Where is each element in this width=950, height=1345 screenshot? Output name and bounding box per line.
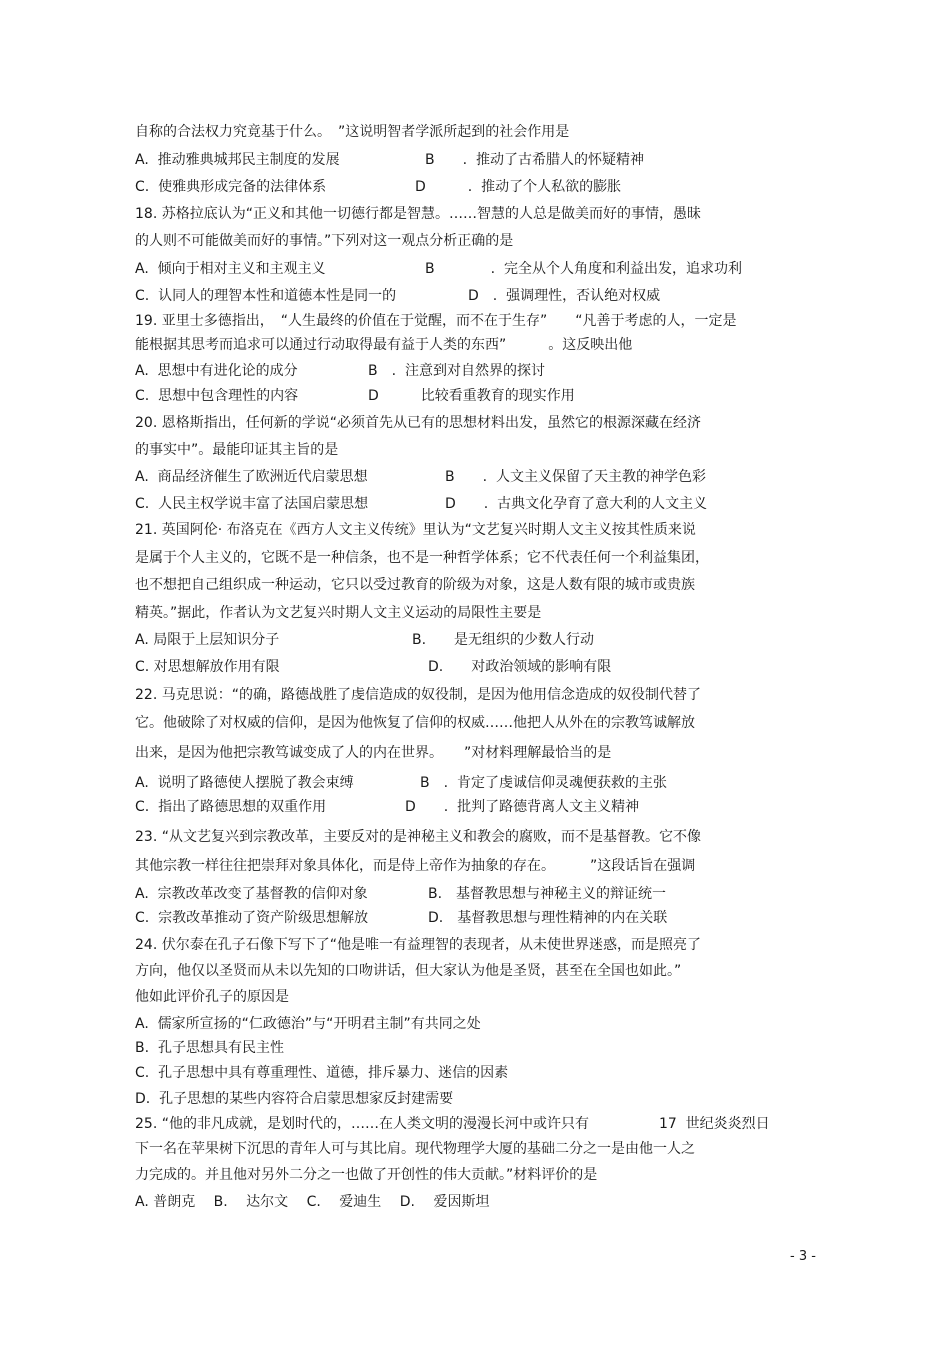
text-line: 其他宗教一样往往把崇拜对象具体化，而是侍上帝作为抽象的存在。 ”这段话旨在强调 — [135, 858, 696, 874]
option-text: B . 注意到对自然界的探讨 — [368, 363, 545, 379]
option-text: B . 人文主义保留了天主教的神学色彩 — [445, 469, 706, 485]
text-line: C. 使雅典形成完备的法律体系 — [135, 179, 327, 195]
text-line: 能根据其思考而追求可以通过行动取得最有益于人类的东西” 。这反映出他 — [135, 337, 633, 353]
text-line: 22. 马克思说：“的确，路德战胜了虔信造成的奴役制，是因为他用信念造成的奴役制代替了 — [135, 687, 701, 703]
text-line: 的人则不可能做美而好的事情。”下列对这一观点分析正确的是 — [135, 233, 514, 249]
option-text: B . 肯定了虔诚信仰灵魂便获救的主张 — [420, 775, 667, 791]
text-line: 自称的合法权力究竟基于什么。 ”这说明智者学派所起到的社会作用是 — [135, 124, 570, 140]
text-line: A. 普朗克 B. 达尔文 C. 爱迪生 D. 爱因斯坦 — [135, 1194, 490, 1210]
page-number: - 3 - — [790, 1249, 816, 1264]
option-text: D . 强调理性，否认绝对权威 — [468, 288, 661, 304]
text-line: A. 局限于上层知识分子 — [135, 632, 280, 648]
option-text: D . 批判了路德背离人文主义精神 — [405, 799, 640, 815]
text-line: 出来，是因为他把宗教笃诚变成了人的内在世界。 ”对材料理解最恰当的是 — [135, 745, 612, 761]
text-line: A. 思想中有进化论的成分 — [135, 363, 298, 379]
option-text: D . 推动了个人私欲的膨胀 — [415, 179, 622, 195]
text-line: 他如此评价孔子的原因是 — [135, 989, 289, 1005]
text-line: A. 宗教改革改变了基督教的信仰对象 — [135, 886, 368, 902]
text-line: 18. 苏格拉底认为“正义和其他一切德行都是智慧。……智慧的人总是做美而好的事情，愚昧 — [135, 206, 701, 222]
text-line: C. 对思想解放作用有限 — [135, 659, 280, 675]
text-line: 24. 伏尔泰在孔子石像下写下了“他是唯一有益理智的表现者，从未使世界迷惑，而是照亮了 — [135, 937, 701, 953]
text-line: A. 儒家所宣扬的“仁政德治”与“开明君主制”有共同之处 — [135, 1016, 481, 1032]
text-line: 25. “他的非凡成就，是划时代的，……在人类文明的漫漫长河中或许只有 17 世纪炎炎烈日 — [135, 1116, 770, 1132]
text-line: A. 说明了路德使人摆脱了教会束缚 — [135, 775, 354, 791]
text-line: 它。他破除了对权威的信仰，是因为他恢复了信仰的权威……他把人从外在的宗教笃诚解放 — [135, 715, 695, 731]
text-line: C. 宗教改革推动了资产阶级思想解放 — [135, 910, 369, 926]
text-line: 也不想把自己组织成一种运动，它只以受过教育的阶级为对象，这是人数有限的城市或贵族 — [135, 577, 695, 593]
option-text: D 比较看重教育的现实作用 — [368, 388, 575, 404]
text-line: A. 倾向于相对主义和主观主义 — [135, 261, 326, 277]
text-line: 是属于个人主义的，它既不是一种信条，也不是一种哲学体系；它不代表任何一个利益集团， — [135, 550, 709, 566]
text-line: C. 认同人的理智本性和道德本性是同一的 — [135, 288, 397, 304]
option-text: B . 完全从个人角度和利益出发，追求功利 — [425, 261, 742, 277]
option-text: B. 是无组织的少数人行动 — [412, 632, 595, 648]
option-text: D. 对政治领域的影响有限 — [428, 659, 612, 675]
text-line: 19. 亚里士多德指出， “人生最终的价值在于觉醒，而不在于生存” “凡善于考虑的人，一定是 — [135, 313, 737, 329]
text-line: D. 孔子思想的某些内容符合启蒙思想家反封建需要 — [135, 1091, 454, 1107]
text-line: 方向，他仅以圣贤而从未以先知的口吻讲话，但大家认为他是圣贤，甚至在全国也如此。” — [135, 963, 682, 979]
text-line: C. 指出了路德思想的双重作用 — [135, 799, 327, 815]
text-line: A. 推动雅典城邦民主制度的发展 — [135, 152, 340, 168]
text-line: 20. 恩格斯指出，任何新的学说“必须首先从已有的思想材料出发，虽然它的根源深藏在经济 — [135, 415, 701, 431]
text-line: C. 思想中包含理性的内容 — [135, 388, 299, 404]
text-line: C. 孔子思想中具有尊重理性、道德，排斥暴力、迷信的因素 — [135, 1065, 509, 1081]
text-line: 21. 英国阿伦· 布洛克在《西方人文主义传统》里认为“文艺复兴时期人文主义按其性质来说 — [135, 522, 696, 538]
text-line: 力完成的。并且他对另外二分之一也做了开创性的伟大贡献。”材料评价的是 — [135, 1167, 598, 1183]
text-line: 的事实中”。最能印证其主旨的是 — [135, 442, 339, 458]
text-line: 下一名在苹果树下沉思的青年人可与其比肩。现代物理学大厦的基础二分之一是由他一人之 — [135, 1141, 695, 1157]
option-text: D . 古典文化孕育了意大利的人文主义 — [445, 496, 708, 512]
text-line: A. 商品经济催生了欧洲近代启蒙思想 — [135, 469, 368, 485]
text-line: C. 人民主权学说丰富了法国启蒙思想 — [135, 496, 369, 512]
text-line: 23. “从文艺复兴到宗教改革，主要反对的是神秘主义和教会的腐败，而不是基督教。它不像 — [135, 829, 701, 845]
text-line: 精英。”据此，作者认为文艺复兴时期人文主义运动的局限性主要是 — [135, 605, 542, 621]
option-text: D. 基督教思想与理性精神的内在关联 — [428, 910, 668, 926]
text-line: B. 孔子思想具有民主性 — [135, 1040, 284, 1056]
option-text: B. 基督教思想与神秘主义的辩证统一 — [428, 886, 667, 902]
option-text: B . 推动了古希腊人的怀疑精神 — [425, 152, 644, 168]
